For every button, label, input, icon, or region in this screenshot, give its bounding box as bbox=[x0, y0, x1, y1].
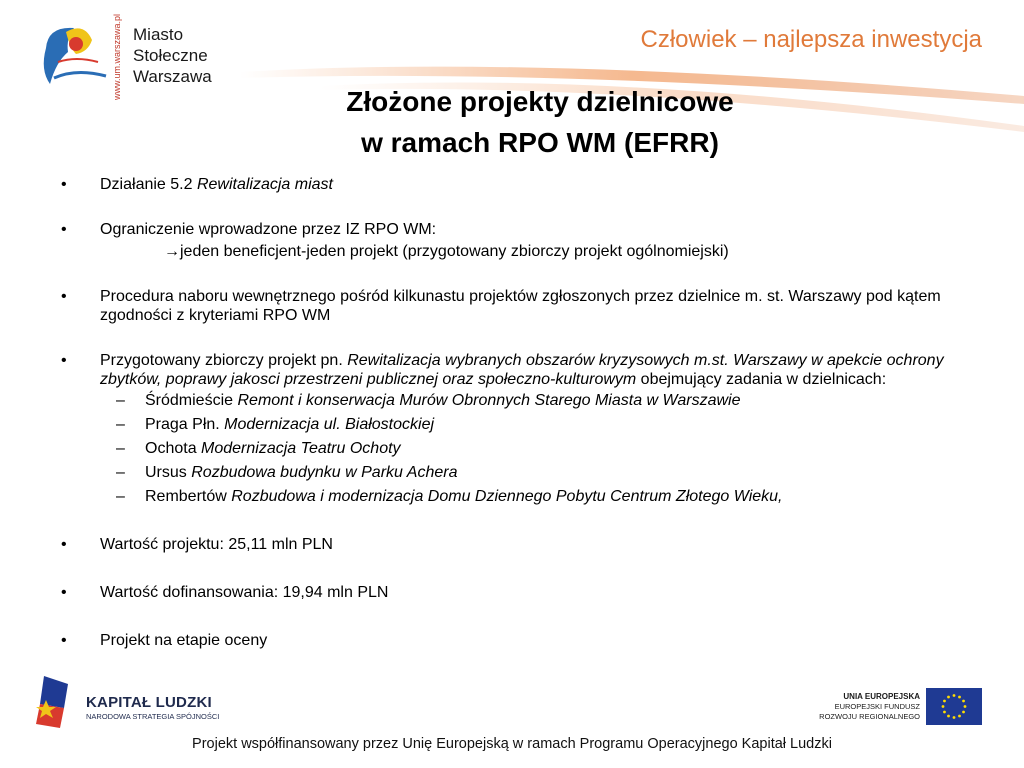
eu-star bbox=[943, 700, 946, 703]
kl-title: KAPITAŁ LUDZKI bbox=[86, 694, 212, 711]
bullet-project-value: • Wartość projektu: 25,11 mln PLN bbox=[60, 535, 980, 554]
page-title-line1: Złożone projekty dzielnicowe bbox=[346, 86, 734, 117]
eu-star bbox=[962, 700, 965, 703]
restriction-detail: →jeden beneficjent-jeden projekt (przygotowany zbiorczy projekt ogólnomiejski) bbox=[164, 243, 729, 260]
district-item: – Praga Płn. Modernizacja ul. Białostockiej bbox=[60, 413, 980, 437]
kl-subtitle: NARODOWA STRATEGIA SPÓJNOŚCI bbox=[86, 712, 220, 721]
arrow-icon: → bbox=[164, 243, 180, 260]
kapital-ludzki-logo bbox=[34, 674, 74, 730]
eu-star bbox=[942, 705, 945, 708]
city-line-3: Warszawa bbox=[133, 67, 212, 86]
city-name bbox=[133, 24, 212, 87]
district-item: – Ursus Rozbudowa budynku w Parku Achera bbox=[60, 461, 980, 485]
content bbox=[60, 175, 980, 650]
bullet-project: • Przygotowany zbiorczy projekt pn. Rewitalizacja wybranych obszarów kryzysowych m.st. Warszawy w apekcie ochrony zbytków, poprawy jakosci przestrzeni publicznej oraz społeczno-kulturowym obejmujący zadania w dzielnicach: bbox=[60, 351, 980, 389]
bullet-action: • Działanie 5.2 Rewitalizacja miast bbox=[60, 175, 980, 194]
bullet-restriction: • Ograniczenie wprowadzone przez IZ RPO WM: bbox=[60, 220, 980, 239]
eu-star bbox=[953, 716, 956, 719]
eu-star bbox=[964, 705, 967, 708]
eu-star bbox=[953, 694, 956, 697]
bullet-funding-value: • Wartość dofinansowania: 19,94 mln PLN bbox=[60, 583, 980, 602]
page-title-line2: w ramach RPO WM (EFRR) bbox=[361, 127, 719, 158]
city-line-1: Miasto bbox=[133, 25, 184, 44]
eu-label: UNIA EUROPEJSKA EUROPEJSKI FUNDUSZ ROZWOJU REGIONALNEGO bbox=[819, 692, 920, 721]
district-item: – Ochota Modernizacja Teatru Ochoty bbox=[60, 437, 980, 461]
eu-star bbox=[958, 715, 961, 718]
eu-star bbox=[958, 696, 961, 699]
district-item: – Rembertów Rozbudowa i modernizacja Domu Dziennego Pobytu Centrum Złotego Wieku, bbox=[60, 485, 980, 509]
city-line-2: Stołeczne bbox=[133, 46, 208, 65]
eu-flag-icon bbox=[926, 688, 982, 725]
logo-url: www.um.warszawa.pl bbox=[112, 13, 122, 100]
eu-star bbox=[962, 711, 965, 714]
eu-star bbox=[947, 715, 950, 718]
eu-star bbox=[947, 696, 950, 699]
bullet-procedure: • Procedura naboru wewnętrznego pośród kilkunastu projektów zgłoszonych przez dzielnice m. st. Warszawy pod kątem zgodności z kryteriami RPO WM bbox=[60, 287, 980, 325]
bullet-status: • Projekt na etapie oceny bbox=[60, 631, 980, 650]
footer-cofinancing-note: Projekt współfinansowany przez Unię Europejską w ramach Programu Operacyjnego Kapitał Ludzki bbox=[192, 736, 832, 752]
slogan: Człowiek – najlepsza inwestycja bbox=[640, 26, 982, 53]
eu-star bbox=[943, 711, 946, 714]
district-item: – Śródmieście Remont i konserwacja Murów Obronnych Starego Miasta w Warszawie bbox=[60, 389, 980, 413]
